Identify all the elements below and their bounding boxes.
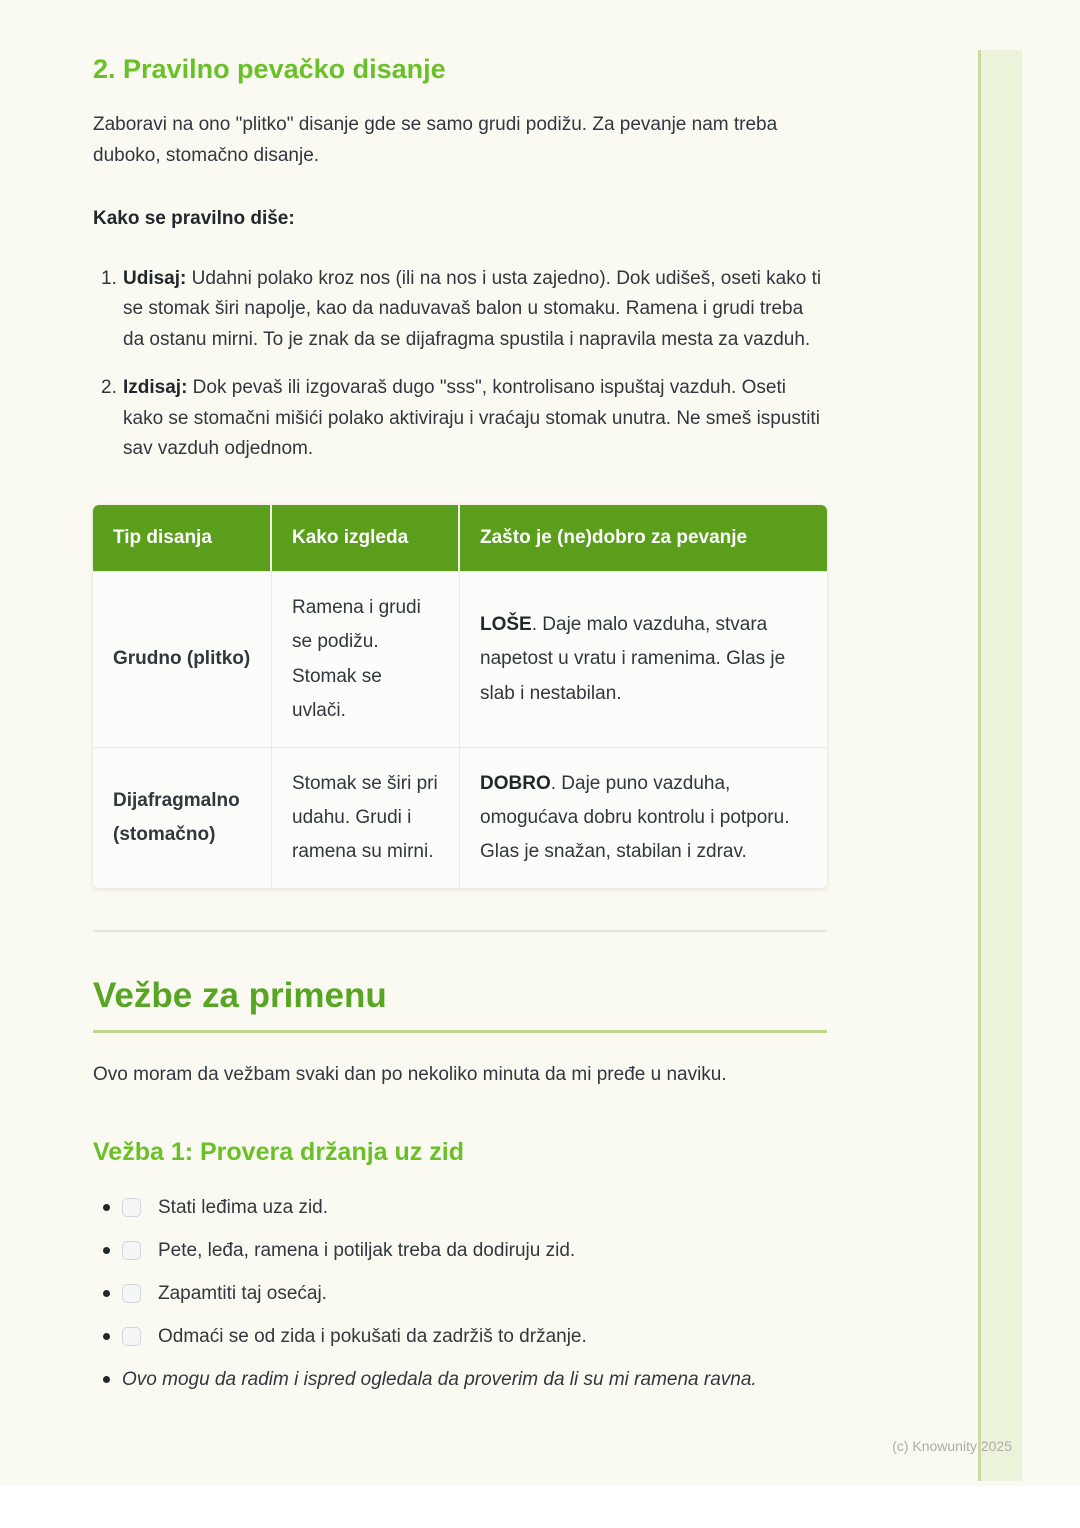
page-edge-accent-strip: [978, 50, 1022, 1481]
verdict-description: . Daje malo vazduha, stvara napetost u vratu i ramenima. Glas je slab i nestabilan.: [480, 614, 786, 704]
column-header-type: Tip disanja: [93, 505, 272, 571]
checklist-item: [93, 1197, 827, 1219]
exercises-intro-paragraph: Ovo moram da vežbam svaki dan po nekoliko minuta da mi pređe u naviku.: [93, 1064, 727, 1086]
copyright-watermark: (c) Knowunity 2025: [892, 1438, 1012, 1454]
checklist-item: [93, 1326, 827, 1348]
section-heading-exercises: Vežbe za primenu: [93, 976, 387, 1016]
list-item-number: 2.: [101, 376, 117, 398]
verdict-label: DOBRO: [480, 772, 551, 794]
section-heading-breathing: 2. Pravilno pevačko disanje: [93, 54, 446, 84]
checkbox[interactable]: [122, 1327, 141, 1346]
bullet-icon: [103, 1290, 110, 1297]
column-header-verdict: Zašto je (ne)dobro za pevanje: [460, 505, 827, 571]
step-description: Dok pevaš ili izgovaraš dugo "sss", kontrolisano ispuštaj vazduh. Oseti kako se stomačni mišići polako aktiviraju i vraćaju stomak unutra. Ne smeš ispustiti sav vazduh odjednom.: [123, 376, 820, 460]
cell-breathing-verdict: [460, 571, 827, 747]
breathing-comparison-table: [93, 505, 827, 888]
bullet-icon: [103, 1333, 110, 1340]
verdict-label: LOŠE: [480, 614, 532, 636]
table-header-row: [93, 505, 827, 571]
breathing-subheading: Kako se pravilno diše:: [93, 207, 295, 229]
checklist-item-label: Pete, leđa, ramena i potiljak treba da dodiruju zid.: [158, 1239, 576, 1261]
cell-breathing-look: Stomak se širi pri udahu. Grudi i ramena su mirni.: [272, 747, 460, 889]
table-row: [93, 571, 827, 747]
checklist-note-item: [93, 1369, 827, 1391]
verdict-description: . Daje puno vazduha, omogućava dobru kontrolu i potporu. Glas je snažan, stabilan i zdrav.: [480, 772, 790, 863]
checkbox[interactable]: [122, 1284, 141, 1303]
checklist-item-label: Stati leđima uza zid.: [158, 1196, 329, 1218]
exercise1-checklist: [93, 1197, 827, 1391]
column-header-look: Kako izgleda: [272, 505, 460, 571]
cell-breathing-look: Ramena i grudi se podižu. Stomak se uvlači.: [272, 571, 460, 747]
checklist-item: [93, 1240, 827, 1262]
exercise1-heading: Vežba 1: Provera držanja uz zid: [93, 1138, 464, 1166]
section-divider: [93, 930, 827, 932]
breathing-intro-paragraph: Zaboravi na ono "plitko" disanje gde se samo grudi podižu. Za pevanje nam treba duboko, stomačno disanje.: [93, 114, 778, 166]
checkbox[interactable]: [122, 1198, 141, 1217]
bullet-icon: [103, 1376, 110, 1383]
checklist-item: [93, 1283, 827, 1305]
list-item-number: 1.: [101, 267, 117, 289]
cell-breathing-type: Grudno (plitko): [93, 571, 272, 747]
checkbox[interactable]: [122, 1241, 141, 1260]
breathing-steps-list: [93, 264, 827, 466]
list-item-text: [123, 373, 827, 465]
table-row: [93, 747, 827, 889]
list-item-text: [123, 264, 827, 356]
checklist-item-label: Odmaći se od zida i pokušati da zadržiš to držanje.: [158, 1325, 587, 1347]
cell-breathing-type: Dijafragmalno (stomačno): [93, 747, 272, 889]
step-term: Izdisaj:: [123, 376, 188, 398]
step-term: Udisaj:: [123, 267, 187, 289]
cell-breathing-verdict: [460, 747, 827, 889]
page-content: [93, 54, 827, 1391]
bullet-icon: [103, 1247, 110, 1254]
list-item: [93, 264, 827, 356]
step-description: Udahni polako kroz nos (ili na nos i usta zajedno). Dok udišeš, oseti kako ti se stomak širi napolje, kao da naduvavaš balon u stomaku. Ramena i grudi treba da ostanu mirni. To je znak da se dijafragma spustila i napravila mesta za vazduh.: [123, 267, 822, 351]
list-item: [93, 373, 827, 465]
checklist-item-label: Zapamtiti taj osećaj.: [158, 1282, 327, 1304]
bullet-icon: [103, 1204, 110, 1211]
exercise1-note: Ovo mogu da radim i ispred ogledala da proverim da li su mi ramena ravna.: [122, 1368, 757, 1390]
heading-underline: [93, 1030, 827, 1033]
